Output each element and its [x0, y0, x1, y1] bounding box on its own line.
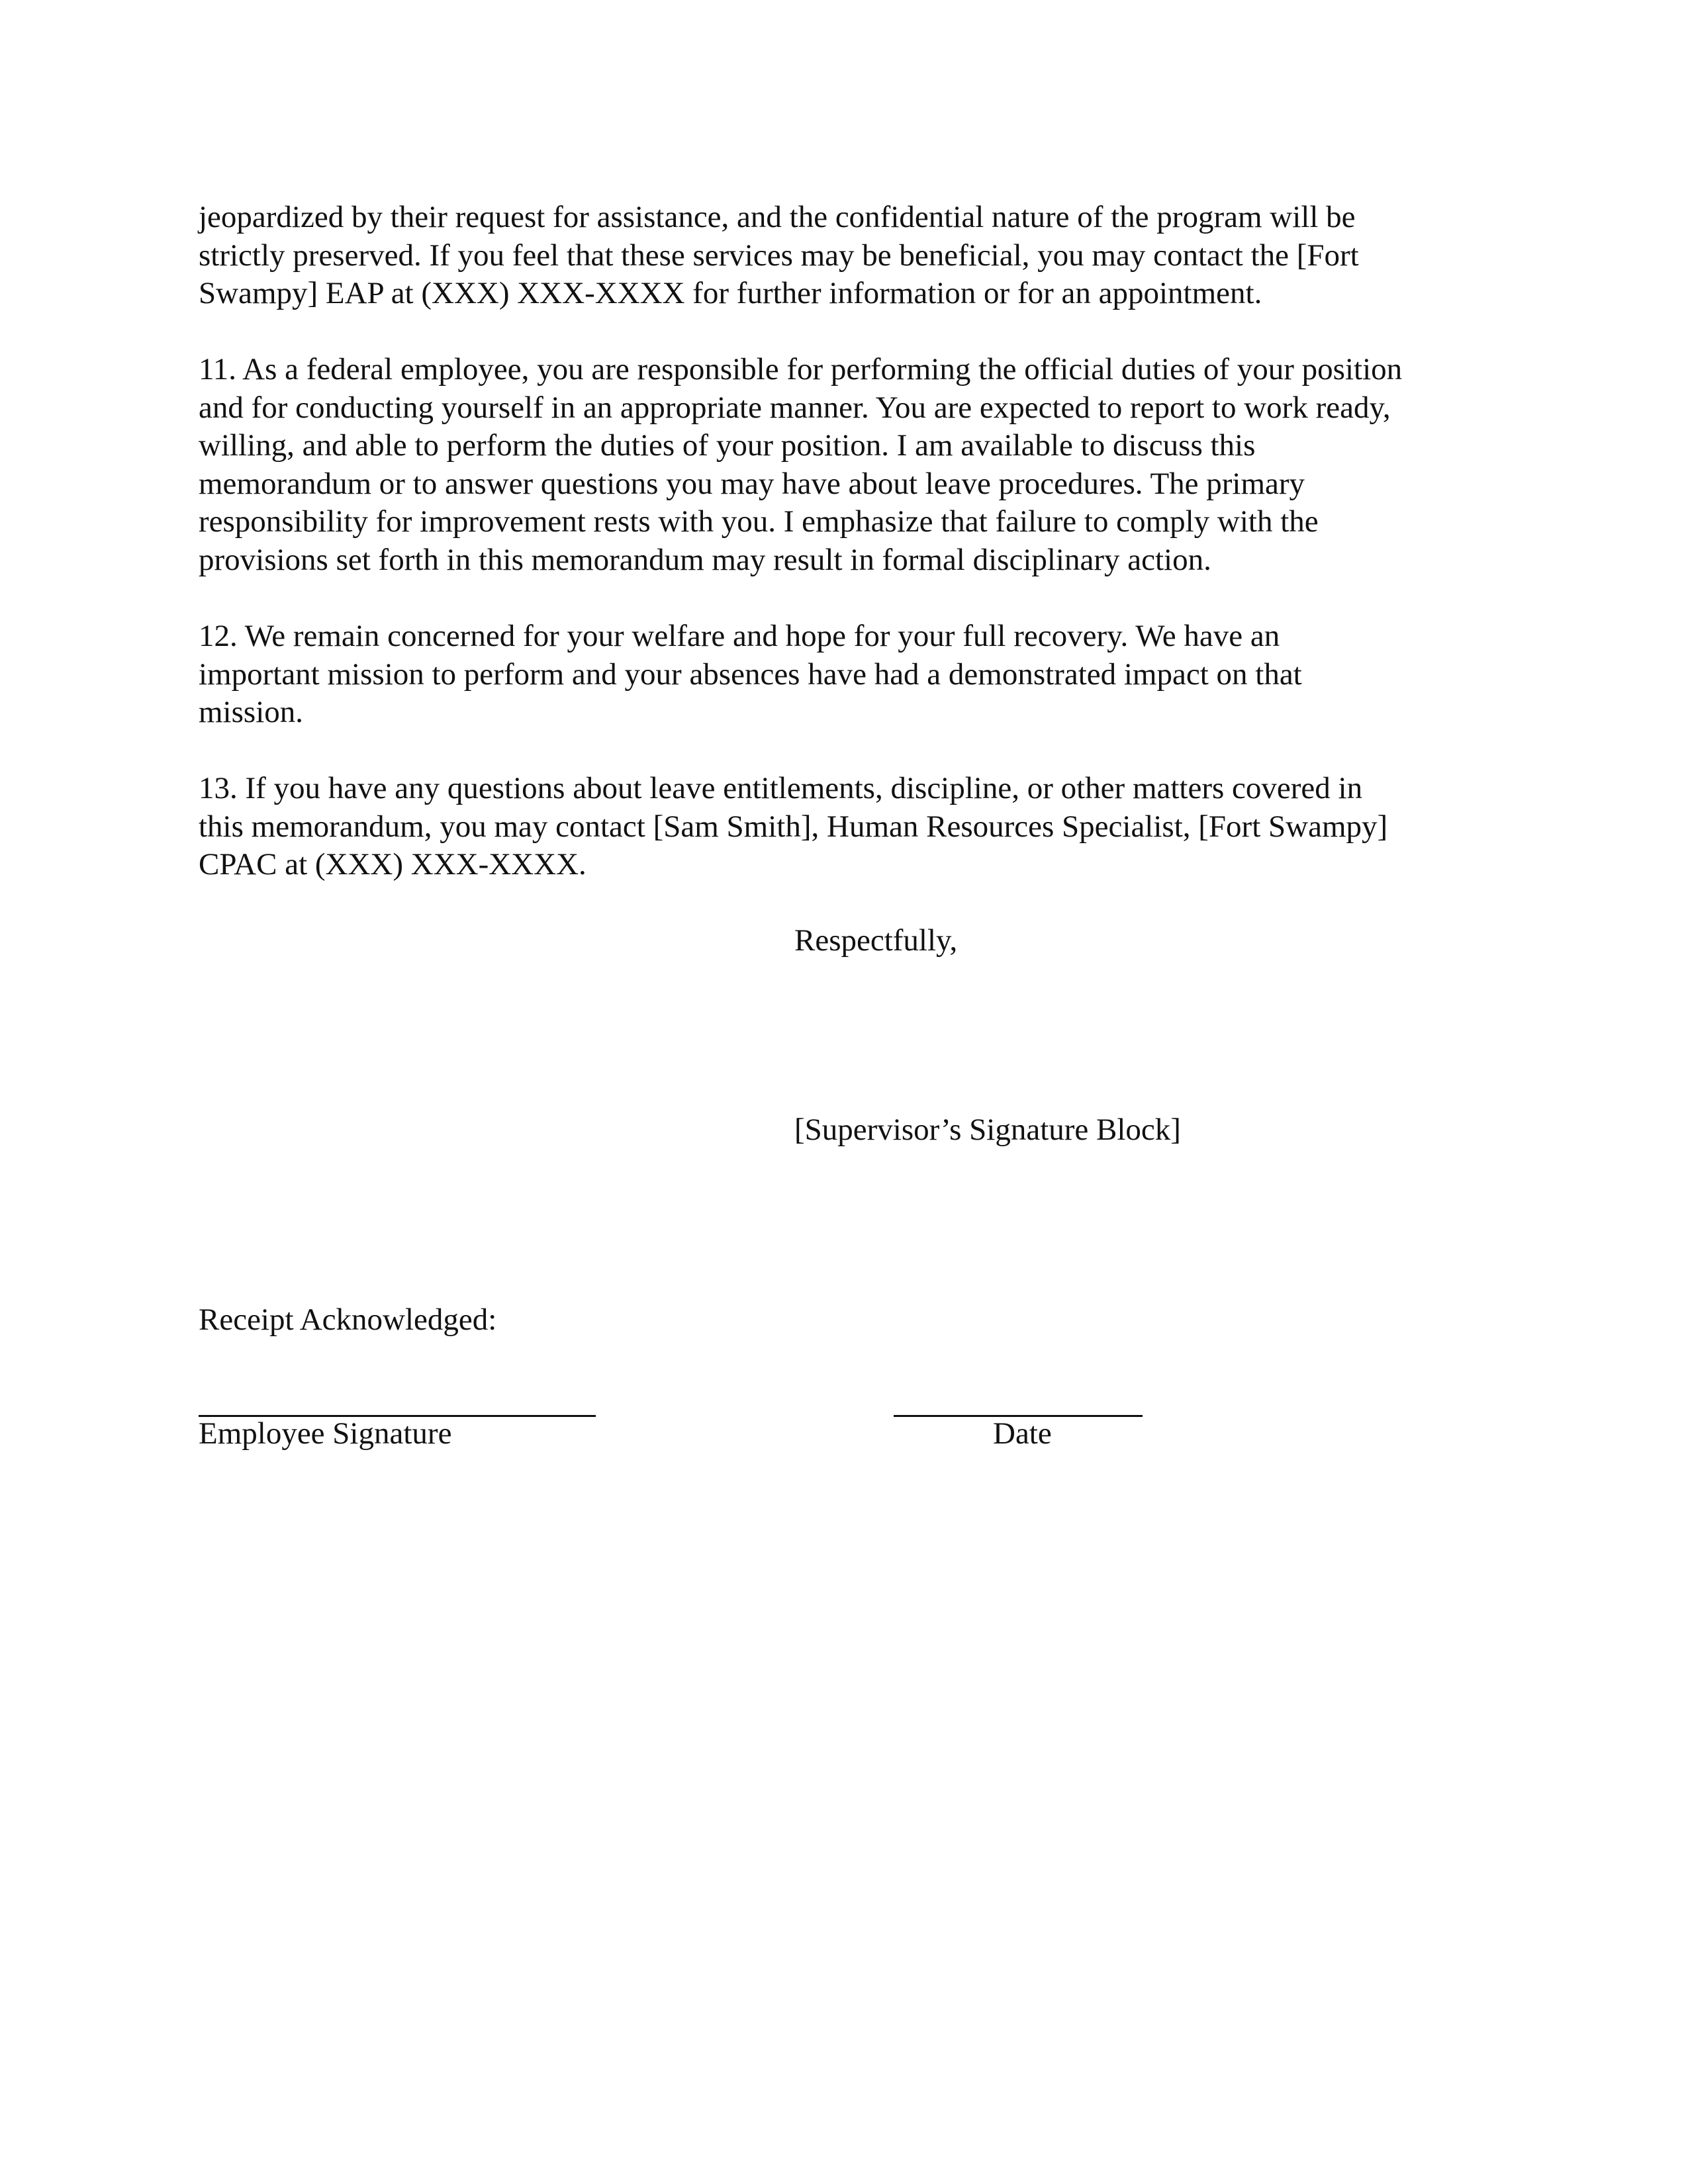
- paragraph-line: Swampy] EAP at (XXX) XXX-XXXX for further information or for an appointment.: [199, 276, 1262, 310]
- employee-signature-label: Employee Signature: [199, 1416, 452, 1451]
- paragraph-line: CPAC at (XXX) XXX-XXXX.: [199, 847, 586, 882]
- closing-salutation: Respectfully,: [794, 923, 958, 958]
- paragraph-eap-confidentiality: [199, 199, 1496, 313]
- paragraph-line: this memorandum, you may contact [Sam Smith], Human Resources Specialist, [Fort Swampy]: [199, 809, 1388, 844]
- paragraph-line: willing, and able to perform the duties of your position. I am available to discuss this: [199, 428, 1256, 463]
- receipt-acknowledged-label: Receipt Acknowledged:: [199, 1302, 497, 1337]
- paragraph-line: provisions set forth in this memorandum may result in formal disciplinary action.: [199, 542, 1211, 577]
- paragraph-line: strictly preserved. If you feel that these services may be beneficial, you may contact the [Fort: [199, 238, 1359, 273]
- paragraph-13-contact: [199, 770, 1496, 884]
- paragraph-line: responsibility for improvement rests with you. I emphasize that failure to comply with the: [199, 504, 1319, 539]
- paragraph-line: 13. If you have any questions about leave entitlements, discipline, or other matters covered in: [199, 771, 1363, 805]
- paragraph-line: jeopardized by their request for assistance, and the confidential nature of the program will be: [199, 200, 1356, 234]
- paragraph-12-welfare: [199, 617, 1496, 732]
- paragraph-11-responsibilities: [199, 351, 1496, 579]
- paragraph-line: 11. As a federal employee, you are responsible for performing the official duties of your position: [199, 352, 1403, 387]
- supervisor-signature-block: [Supervisor’s Signature Block]: [794, 1113, 1181, 1147]
- paragraph-line: 12. We remain concerned for your welfare and hope for your full recovery. We have an: [199, 619, 1280, 653]
- paragraph-line: important mission to perform and your absences have had a demonstrated impact on that: [199, 657, 1302, 692]
- date-label: Date: [993, 1416, 1052, 1451]
- paragraph-line: mission.: [199, 695, 304, 729]
- paragraph-line: memorandum or to answer questions you may have about leave procedures. The primary: [199, 466, 1305, 501]
- paragraph-line: and for conducting yourself in an appropriate manner. You are expected to report to work ready,: [199, 390, 1391, 425]
